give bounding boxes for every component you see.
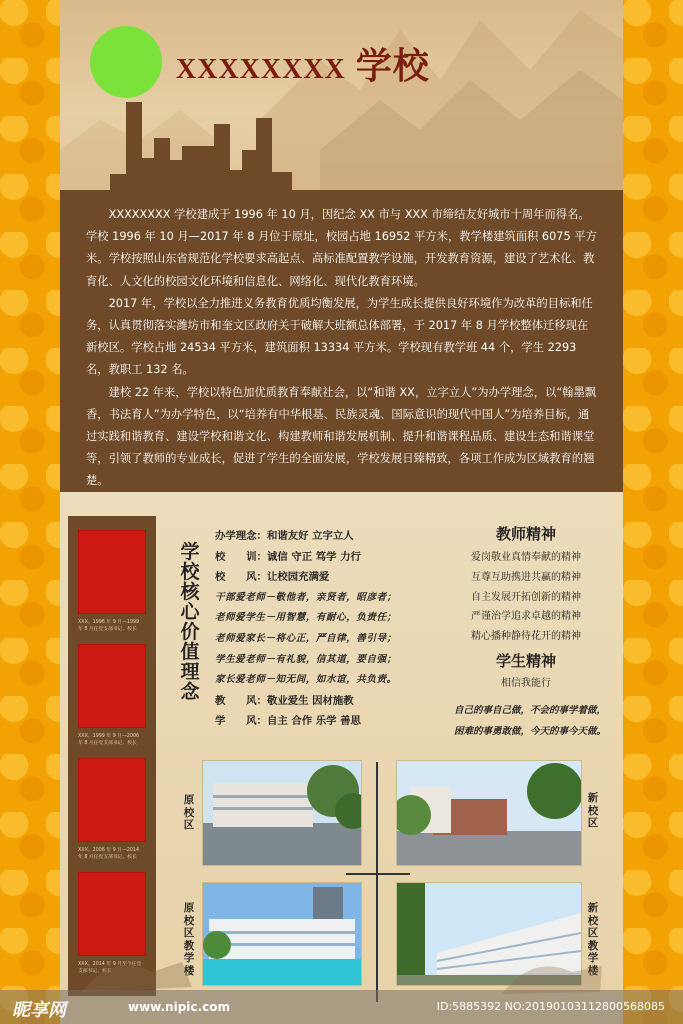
timeline-caption: XXX。2014 年 9 月至今任党支部书记、校长	[78, 962, 142, 974]
watermark-logo: 昵享网	[12, 1000, 66, 1021]
spirit-line: 严谨治学追求卓越的精神	[471, 611, 581, 623]
core-values-list	[215, 526, 455, 732]
values-section	[60, 492, 623, 1024]
principal-photo	[78, 530, 146, 614]
watermark-id: ID:5885392 NO:20190103112800568085	[436, 1000, 665, 1013]
photo-divider-horizontal	[346, 873, 410, 875]
intro-paragraph: 2017 年，学校以全力推进义务教育优质均衡发展，为学生成长提供良好环境作为改革的目标和任务，认真贯彻落实潍坊市和奎文区政府关于破解大班额总体部署，于 2017 年 8 月学校整体迁移现在新校区。学校占地 24534 平方米，建筑面积 13334 平方米。学校现有教学班 44 个，学生 2293 名，教职工 132 名。	[86, 296, 593, 377]
watermark-url: www.nipic.com	[128, 1000, 230, 1014]
campus-gate-image	[397, 761, 581, 865]
timeline-caption: XXX。2006 年 9 月—2014 年 8 月任党支部书记、校长	[78, 848, 140, 860]
principal-photo	[78, 758, 146, 842]
intro-section	[60, 190, 623, 492]
left-ornament-border	[0, 0, 60, 1024]
spirit-line: 精心播种静待花开的精神	[471, 631, 581, 643]
student-motto: 相信我能行	[501, 678, 551, 689]
new-campus-photo	[396, 760, 582, 866]
value-row: 校 风：让校园充满爱	[215, 571, 330, 584]
student-spirit-desc: 自己的事自己做，不会的事学着做，困难的事勇敢做，今天的事今天做。	[454, 705, 607, 737]
school-name: XXXXXXXX	[176, 54, 346, 85]
right-ornament-border	[623, 0, 683, 1024]
watermark-bar	[0, 990, 683, 1024]
core-values-title: 学校核心价值理念	[180, 541, 200, 703]
spirit-line: 爱岗敬业真情奉献的精神	[471, 552, 581, 563]
teacher-spirit	[436, 520, 616, 647]
value-row: 老师爱家长－将心正，严自律，善引导；	[215, 632, 397, 644]
value-row: 办学理念：和谐友好 立字立人	[215, 530, 354, 542]
old-campus-photo	[202, 760, 362, 866]
teacher-spirit-title: 教师精神	[495, 525, 556, 543]
timeline-caption: XXX。1996 年 9 月—1999 年 8 月任党支部书记、校长	[78, 620, 140, 632]
value-row: 校 训：诚信 守正 笃学 力行	[215, 550, 361, 563]
intro-paragraph: XXXXXXXX 学校建成于 1996 年 10 月，因纪念 XX 市与 XXX 市缔结友好城市十周年而得名。学校 1996 年 10 月—2017 年 8 月位于原址，校园占地 16952 平方米，教学楼建筑面积 6075 平方米。学校按照山东省规范化学校要求高起点、高标准配置教学设施，开发教育资源，建设了艺术化、教育化、人文化的校园文化环境和信息化、网络化、现代化教育环境。	[86, 208, 597, 288]
new-building-label: 新校区教学楼	[587, 902, 599, 977]
intro-text	[86, 204, 598, 493]
header-banner	[60, 0, 623, 190]
city-skyline-icon	[110, 98, 310, 190]
timeline-item	[78, 530, 144, 633]
old-campus-label: 原校区	[183, 794, 195, 831]
green-sun-circle	[90, 26, 162, 98]
principal-timeline	[68, 516, 156, 996]
campus-building-image	[203, 761, 361, 865]
timeline-caption: XXX。1999 年 9 月—2006 年 8 月任党支部书记、校长	[78, 734, 140, 746]
school-suffix: 学校	[355, 46, 430, 86]
principal-photo	[78, 644, 146, 728]
student-spirit	[436, 648, 616, 742]
student-spirit-title: 学生精神	[495, 652, 556, 670]
page-title	[176, 38, 430, 89]
timeline-item	[78, 758, 144, 861]
value-row: 学生爱老师－有礼貌，信其道，要自强；	[215, 653, 397, 665]
timeline-item	[78, 644, 144, 747]
value-row: 家长爱老师－知无间，如水谊，共负责。	[215, 674, 397, 686]
new-campus-label: 新校区	[587, 792, 599, 829]
spirit-line: 自主发展开拓创新的精神	[471, 591, 581, 603]
intro-paragraph: 建校 22 年来，学校以特色加优质教育奉献社会，以“和谐 XX，立字立人”为办学理念，以“翰墨飘香，书法育人”为办学特色，以“培养有中华根基、民族灵魂、国际意识的现代中国人”为培养目标，通过实践和谐教育、建设学校和谐文化、构建教师和谐发展机制、提升和谐课程品质、建设生态和谐课堂等，引领了教师的专业成长，促进了学生的全面发展，学校发展日臻精致，各项工作成为区域教育的翘楚。	[86, 385, 597, 488]
value-row: 学 风：自主 合作 乐学 善思	[215, 715, 361, 728]
value-row: 教 风：敬业爱生 因材施教	[215, 694, 354, 707]
value-row: 干部爱老师－敬他者，亲贤者，昭彦者；	[215, 591, 397, 603]
old-building-label: 原校区教学楼	[183, 902, 195, 977]
spirit-line: 互尊互助携进共赢的精神	[471, 571, 581, 583]
poster-panel	[60, 0, 623, 1024]
value-row: 老师爱学生－用智慧，有耐心，负责任；	[215, 612, 397, 624]
